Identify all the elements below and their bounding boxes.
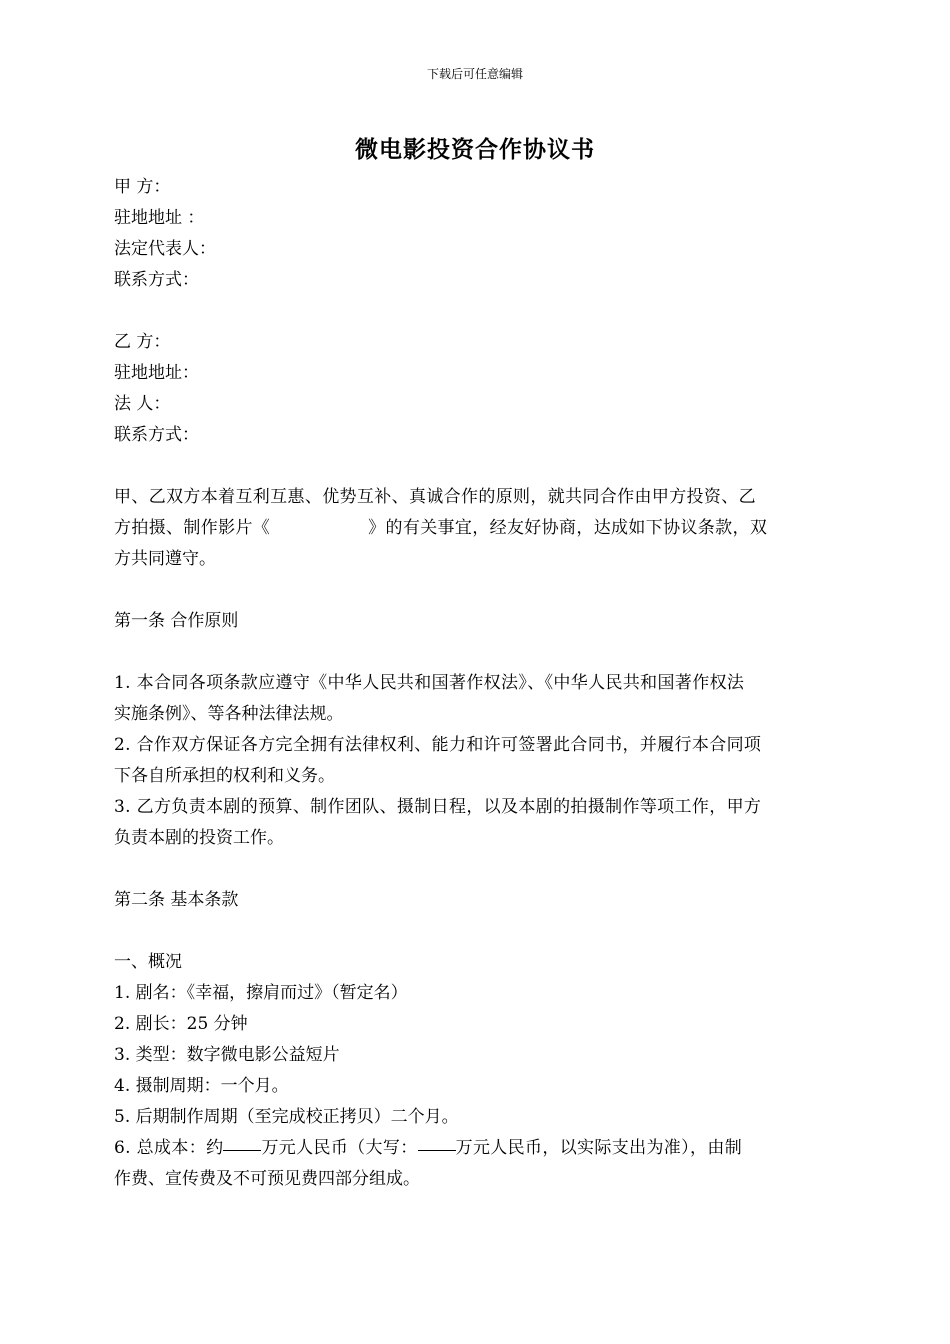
clause-line: 下各自所承担的权利和义务。 xyxy=(114,766,335,786)
overview-item: 5. 后期制作周期（至完成校正拷贝）二个月。 xyxy=(114,1107,459,1127)
article-1-item xyxy=(114,730,834,792)
party-a-representative: 法定代表人： xyxy=(114,239,216,259)
amount-uppercase-blank xyxy=(418,1133,456,1151)
intro-text: 》的有关事宜，经友好协商，达成如下协议条款，双 xyxy=(368,518,768,538)
clause-line: 2. 合作双方保证各方完全拥有法律权利、能力和许可签署此合同书，并履行本合同项 xyxy=(114,735,762,755)
clause-line xyxy=(114,1133,834,1164)
intro-line: 甲、乙双方本着互利互惠、优势互补、真诚合作的原则，就共同合作由甲方投资、乙 xyxy=(114,487,756,507)
clause-line: 1. 本合同各项条款应遵守《中华人民共和国著作权法》、《中华人民共和国著作权法 xyxy=(114,673,745,693)
clause-line: 实施条例》、等各种法律法规。 xyxy=(114,704,344,724)
party-b-contact: 联系方式： xyxy=(114,425,199,445)
intro-line xyxy=(114,513,834,544)
intro-text: 方拍摄、制作影片《 xyxy=(114,518,271,538)
clause-line: 负责本剧的投资工作。 xyxy=(114,828,284,848)
document-body xyxy=(114,172,834,1195)
party-a-contact: 联系方式： xyxy=(114,270,199,290)
party-b-address: 驻地地址： xyxy=(114,363,199,383)
clause-line: 3. 乙方负责本剧的预算、制作团队、摄制日程，以及本剧的拍摄制作等项工作，甲方 xyxy=(114,797,762,817)
overview-item: 2. 剧长：25 分钟 xyxy=(114,1014,248,1034)
total-cost-text: 万元人民币（大写： xyxy=(261,1138,418,1158)
document-title: 微电影投资合作协议书 xyxy=(355,136,595,163)
article-1-item xyxy=(114,792,834,854)
party-a-label: 甲 方： xyxy=(114,177,171,197)
download-note: 下载后可任意编辑 xyxy=(426,67,523,81)
party-b-label: 乙 方： xyxy=(114,332,171,352)
intro-line: 方共同遵守。 xyxy=(114,549,216,569)
article-1-item xyxy=(114,668,834,730)
party-a-address: 驻地地址 ： xyxy=(114,208,205,228)
article-2-heading: 第二条 基本条款 xyxy=(114,890,239,910)
overview-item xyxy=(114,1133,834,1195)
article-1-heading: 第一条 合作原则 xyxy=(114,611,239,631)
clause-line: 作费、宣传费及不可预见费四部分组成。 xyxy=(114,1169,420,1189)
party-b-representative: 法 人： xyxy=(114,394,171,414)
overview-item: 3. 类型：数字微电影公益短片 xyxy=(114,1045,340,1065)
amount-blank xyxy=(223,1133,261,1151)
overview-heading: 一、概况 xyxy=(114,952,182,972)
overview-item: 4. 摄制周期：一个月。 xyxy=(114,1076,289,1096)
total-cost-text: 万元人民币，以实际支出为准），由制 xyxy=(455,1138,743,1158)
overview-item: 1. 剧名：《幸福，擦肩而过》（暂定名） xyxy=(114,983,408,1003)
intro-paragraph xyxy=(114,482,834,575)
total-cost-text: 6. 总成本：约 xyxy=(114,1138,224,1158)
